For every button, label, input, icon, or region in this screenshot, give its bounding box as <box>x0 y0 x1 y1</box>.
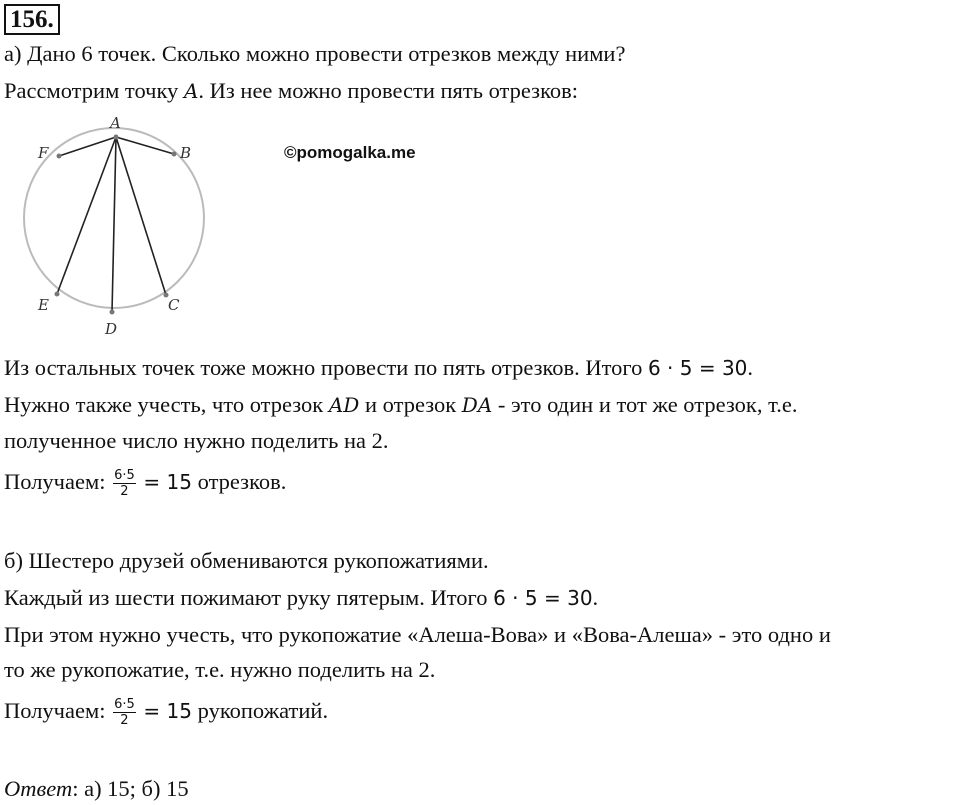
var-da: DA <box>461 393 493 417</box>
var-a: A <box>183 79 199 103</box>
answer-line <box>4 775 189 803</box>
fraction-denominator: 2 <box>120 713 129 729</box>
watermark: ©pomogalka.me <box>284 143 416 162</box>
text: - это один и тот же отрезок, т.е. <box>492 392 798 417</box>
text: . Из нее можно провести пять отрезков: <box>198 78 578 103</box>
fraction-numerator: 6·5 <box>114 697 135 713</box>
label-e: E <box>38 296 49 314</box>
part-a-divide-line: полученное число нужно поделить на 2. <box>4 428 389 453</box>
point-e <box>55 292 60 297</box>
part-b-note-line: При этом нужно учесть, что рукопожатие «Алеша-Вова» и «Вова-Алеша» - это одно и <box>4 622 831 647</box>
label-b: B <box>180 144 192 162</box>
text: и отрезок <box>359 392 462 417</box>
math-expression: = 15 <box>143 699 192 723</box>
part-b-divide-line: то же рукопожатие, т.е. нужно поделить на 2. <box>4 657 436 682</box>
text: рукопожатий. <box>191 698 329 723</box>
text: Нужно также учесть, что отрезок <box>4 392 329 417</box>
point-b <box>172 152 177 157</box>
math-expression: 6 · 5 = 30 <box>647 356 748 380</box>
part-a-total-line <box>4 354 753 382</box>
text: . <box>747 355 754 380</box>
text: Получаем: <box>4 698 112 723</box>
fraction-denominator: 2 <box>120 484 129 500</box>
label-c: C <box>168 296 180 314</box>
text: Рассмотрим точку <box>4 78 184 103</box>
text: Получаем: <box>4 469 112 494</box>
answer-label: Ответ <box>4 776 73 801</box>
math-expression: 6 · 5 = 30 <box>493 586 593 610</box>
point-a <box>114 135 119 140</box>
fraction <box>113 697 136 728</box>
part-a-question: а) Дано 6 точек. Сколько можно провести отрезков между ними? <box>4 41 626 66</box>
text: отрезков. <box>191 469 287 494</box>
label-d: D <box>105 320 118 338</box>
point-d <box>110 310 115 315</box>
circle-diagram <box>14 110 214 340</box>
math-expression: = 15 <box>143 470 192 494</box>
part-a-note-line <box>4 391 797 419</box>
part-a-consider-line <box>4 77 578 105</box>
part-a-result-line <box>4 468 286 499</box>
text: Каждый из шести пожимают руку пятерым. Итого <box>4 585 494 610</box>
part-b-result-line <box>4 697 328 728</box>
part-b-question: б) Шестеро друзей обмениваются рукопожатиями. <box>4 548 489 573</box>
label-a: A <box>110 114 121 132</box>
fraction-numerator: 6·5 <box>114 468 135 484</box>
text: Из остальных точек тоже можно провести по пять отрезков. Итого <box>4 355 648 380</box>
var-ad: AD <box>328 393 360 417</box>
point-f <box>57 154 62 159</box>
fraction <box>113 468 136 499</box>
problem-number: 156. <box>4 4 60 35</box>
text: . <box>592 585 599 610</box>
label-f: F <box>38 144 49 162</box>
answer-text: : а) 15; б) 15 <box>72 776 189 801</box>
part-b-total-line <box>4 584 598 612</box>
